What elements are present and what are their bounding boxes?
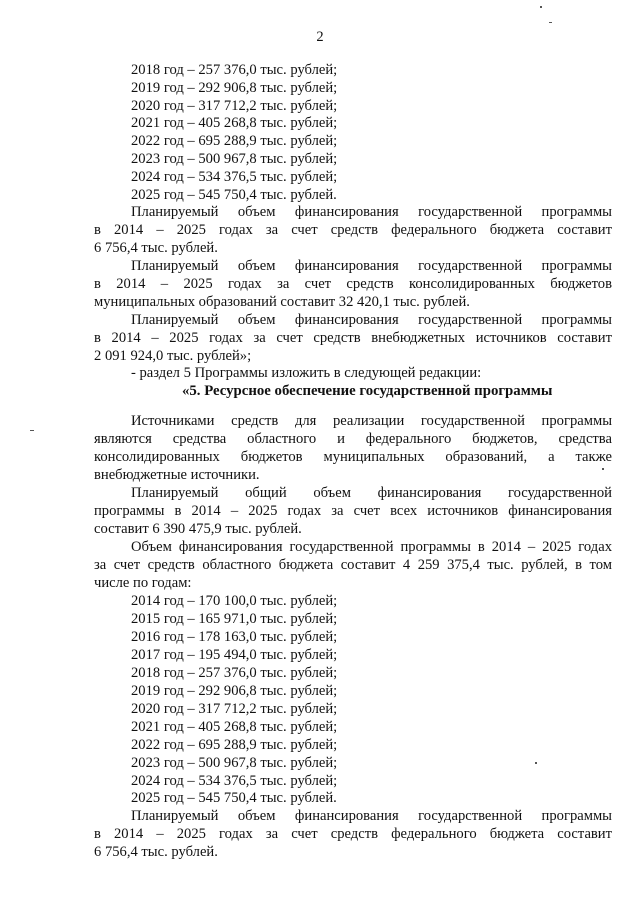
paragraph-line: являются средства областного и федерального бюджетов, средства: [94, 431, 612, 447]
paragraph-line: числе по годам:: [94, 575, 192, 591]
year-line: 2021 год – 405 268,8 тыс. рублей;: [131, 719, 338, 735]
paragraph-line: Планируемый объем финансирования государственной программы: [131, 204, 612, 220]
year-line: 2025 год – 545 750,4 тыс. рублей.: [131, 186, 337, 203]
paragraph-line: в 2014 – 2025 годах за счет средств федерального бюджета составит: [94, 222, 612, 238]
scan-speck: [549, 22, 552, 23]
paragraph-line: внебюджетные источники.: [94, 467, 260, 483]
paragraph-line: Планируемый общий объем финансирования государственной: [131, 485, 612, 501]
paragraph-line: в 2014 – 2025 годах за счет средств федерального бюджета составит: [94, 826, 612, 842]
paragraph-line: Планируемый объем финансирования государственной программы: [131, 312, 612, 328]
paragraph-line: Планируемый объем финансирования государственной программы: [131, 808, 612, 824]
year-line: 2018 год – 257 376,0 тыс. рублей;: [131, 665, 338, 681]
year-line: 2024 год – 534 376,5 тыс. рублей;: [131, 168, 338, 185]
year-line: 2022 год – 695 288,9 тыс. рублей;: [131, 737, 338, 753]
scan-speck: [30, 430, 34, 431]
year-line: 2016 год – 178 163,0 тыс. рублей;: [131, 629, 338, 645]
paragraph-line: за счет средств областного бюджета составит 4 259 375,4 тыс. рублей, в том: [94, 557, 612, 573]
year-line: 2020 год – 317 712,2 тыс. рублей;: [131, 701, 338, 717]
scan-speck: [535, 762, 537, 764]
paragraph-line: 6 756,4 тыс. рублей.: [94, 844, 218, 860]
scan-speck: [540, 6, 542, 8]
year-line: 2019 год – 292 906,8 тыс. рублей;: [131, 683, 338, 699]
paragraph-line: консолидированных бюджетов муниципальных образований, а также: [94, 449, 612, 465]
page-number: 2: [316, 29, 324, 45]
year-line: 2022 год – 695 288,9 тыс. рублей;: [131, 133, 338, 150]
paragraph-line: Планируемый объем финансирования государственной программы: [131, 258, 612, 274]
year-line: 2023 год – 500 967,8 тыс. рублей;: [131, 151, 338, 167]
section-heading: «5. Ресурсное обеспечение государственной программы: [182, 383, 553, 399]
section-instruction: - раздел 5 Программы изложить в следующей редакции:: [131, 365, 482, 381]
year-line: 2023 год – 500 967,8 тыс. рублей;: [131, 755, 338, 771]
paragraph-line: 6 756,4 тыс. рублей.: [94, 240, 218, 256]
paragraph-line: программы в 2014 – 2025 годах за счет всех источников финансирования: [94, 503, 612, 519]
year-line: 2024 год – 534 376,5 тыс. рублей;: [131, 773, 338, 789]
year-line: 2021 год – 405 268,8 тыс. рублей;: [131, 115, 338, 132]
year-line: 2014 год – 170 100,0 тыс. рублей;: [131, 593, 338, 609]
paragraph-line: Объем финансирования государственной программы в 2014 – 2025 годах: [131, 539, 612, 555]
paragraph-line: в 2014 – 2025 годах за счет средств внебюджетных источников составит: [94, 330, 612, 346]
year-line: 2015 год – 165 971,0 тыс. рублей;: [131, 611, 338, 627]
paragraph-line: 2 091 924,0 тыс. рублей»;: [94, 348, 252, 364]
year-line: 2019 год – 292 906,8 тыс. рублей;: [131, 79, 338, 96]
year-line: 2017 год – 195 494,0 тыс. рублей;: [131, 647, 338, 663]
year-line: 2018 год – 257 376,0 тыс. рублей;: [131, 62, 338, 78]
scan-speck: [602, 468, 604, 470]
paragraph-line: Источниками средств для реализации государственной программы: [131, 413, 612, 429]
paragraph-line: в 2014 – 2025 годах за счет средств консолидированных бюджетов: [94, 276, 612, 292]
paragraph-line: составит 6 390 475,9 тыс. рублей.: [94, 521, 302, 537]
year-line: 2025 год – 545 750,4 тыс. рублей.: [131, 790, 337, 806]
year-line: 2020 год – 317 712,2 тыс. рублей;: [131, 97, 338, 114]
paragraph-line: муниципальных образований составит 32 420,1 тыс. рублей.: [94, 294, 470, 310]
